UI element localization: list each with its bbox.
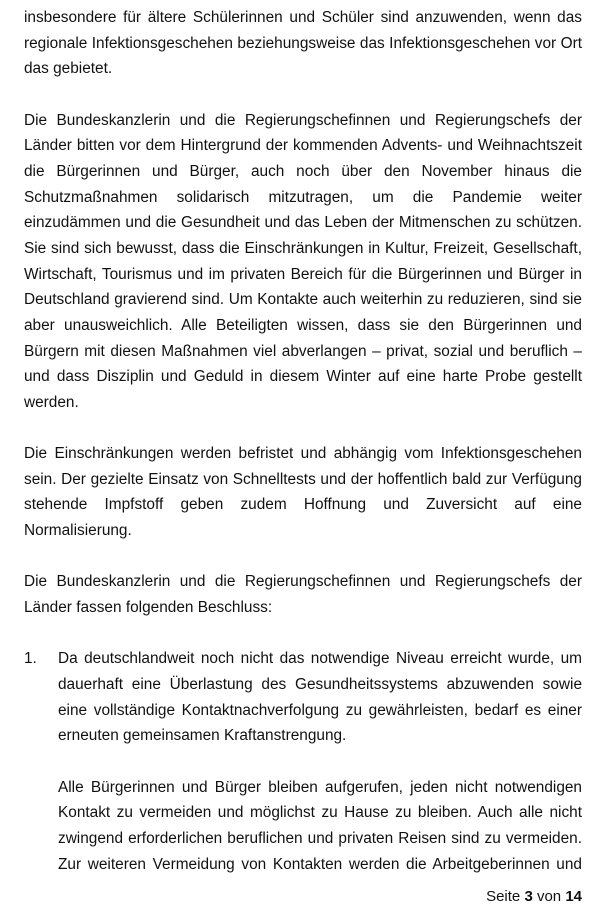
total-pages-number: 14 — [565, 888, 582, 905]
paragraph-resolution-intro: Die Bundeskanzlerin und die Regierungschefinnen und Regierungschefs der Länder fassen folgenden Beschluss: — [24, 573, 582, 617]
list-number: 1. — [24, 650, 37, 668]
list-paragraph: Alle Bürgerinnen und Bürger bleiben aufgerufen, jeden nicht notwendigen Kontakt zu vermeiden und möglichst zu Hause zu bleiben. Auch alle nicht zwingend erforderlichen beruflichen und privaten Reisen sind zu vermeiden. Zur weiteren Vermeidung von Kontakten werden die Arbeitgeberinnen und — [58, 778, 582, 873]
document-page — [24, 5, 582, 877]
numbered-list-item — [24, 646, 582, 877]
paragraph-restrictions: Die Einschränkungen werden befristet und abhängig vom Infektionsgeschehen sein. Der gezielte Einsatz von Schnelltests und der hoffentlich bald zur Verfügung stehende Impfstoff geben zudem Hoffnung und Zuversicht auf eine Normalisierung. — [24, 445, 582, 540]
list-paragraph: Da deutschlandweit noch nicht das notwendige Niveau erreicht wurde, um dauerhaft eine Überlastung des Gesundheitssystems abzuwenden sowie eine vollständige Kontaktnachverfolgung zu gewährleisten, bedarf es einer erneuten gemeinsamen Kraftanstrengung. — [58, 650, 582, 745]
paragraph-continuation: insbesondere für ältere Schülerinnen und Schüler sind anzuwenden, wenn das regionale Infektionsgeschehen beziehungsweise das Infektionsgeschehen vor Ort das gebietet. — [24, 9, 582, 78]
current-page-number: 3 — [524, 888, 533, 905]
list-item-body — [58, 646, 582, 877]
footer-prefix: Seite — [486, 888, 521, 905]
page-number-footer — [486, 888, 582, 905]
paragraph-appeal: Die Bundeskanzlerin und die Regierungschefinnen und Regierungschefs der Länder bitten vor dem Hintergrund der kommenden Advents- und Weihnachtszeit die Bürgerinnen und Bürger, auch noch über den November hinaus die Schutzmaßnahmen solidarisch mitzutragen, um die Pandemie weiter einzudämmen und die Gesundheit und das Leben der Mitmenschen zu schützen. Sie sind sich bewusst, dass die Einschränkungen in Kultur, Freizeit, Gesellschaft, Wirtschaft, Tourismus und im privaten Bereich für die Bürgerinnen und Bürger in Deutschland gravierend sind. Um Kontakte auch weiterhin zu reduzieren, sind sie aber unausweichlich. Alle Beteiligten wissen, dass sie den Bürgerinnen und Bürgern mit diesen Maßnahmen viel abverlangen – privat, sozial und beruflich – und dass Disziplin und Geduld in diesem Winter auf eine harte Probe gestellt werden. — [24, 111, 582, 411]
footer-separator: von — [536, 888, 562, 905]
